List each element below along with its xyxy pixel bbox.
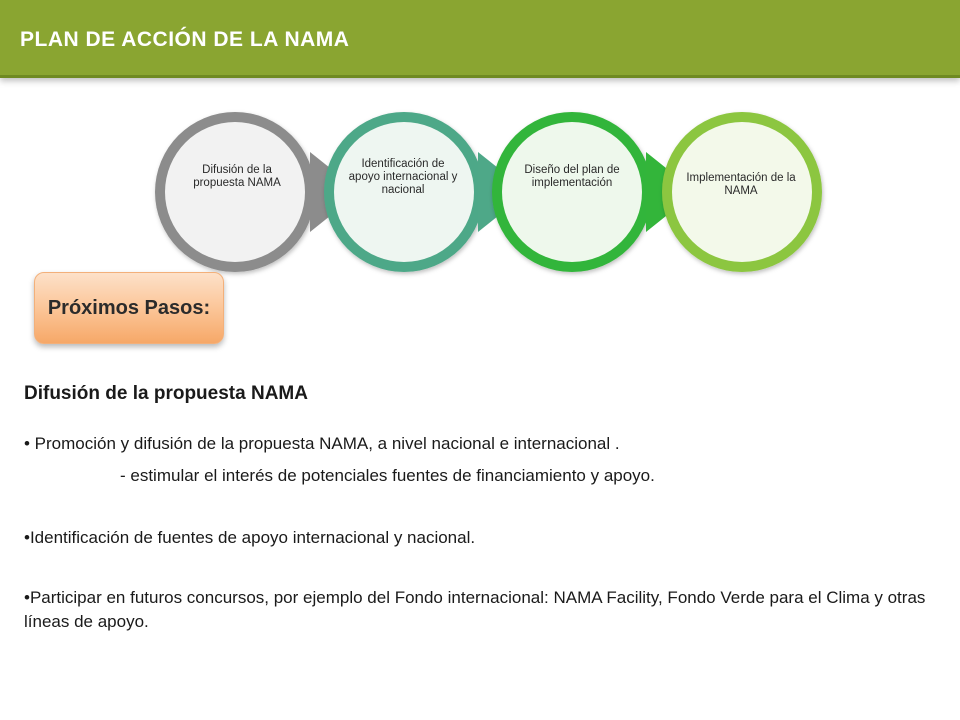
slide-header xyxy=(0,0,960,78)
bullet-participation: •Participar en futuros concursos, por ejemplo del Fondo internacional: NAMA Facility, Fondo Verde para el Clima y otras líneas de apoyo. xyxy=(24,588,926,631)
bullet-promotion: • Promoción y difusión de la propuesta NAMA, a nivel nacional e internacional . xyxy=(24,434,620,453)
bullet-identification: •Identificación de fuentes de apoyo internacional y nacional. xyxy=(24,528,476,547)
step-circle-1 xyxy=(155,112,315,272)
step-label-3: Diseño del plan de implementación xyxy=(524,164,620,189)
step-label-4: Implementación de la NAMA xyxy=(686,172,796,197)
step-circle-3 xyxy=(492,112,652,272)
step-label-2: Identificación de apoyo internacional y nacional xyxy=(348,158,458,196)
section-title: Difusión de la propuesta NAMA xyxy=(24,383,308,404)
next-steps-label: Próximos Pasos: xyxy=(47,296,211,319)
next-steps-badge xyxy=(34,272,224,344)
slide-title: PLAN DE ACCIÓN DE LA NAMA xyxy=(20,28,350,51)
step-label-1: Difusión de la propuesta NAMA xyxy=(193,164,281,189)
bullet-promotion-sub: - estimular el interés de potenciales fuentes de financiamiento y apoyo. xyxy=(120,466,655,485)
process-diagram xyxy=(150,104,830,280)
